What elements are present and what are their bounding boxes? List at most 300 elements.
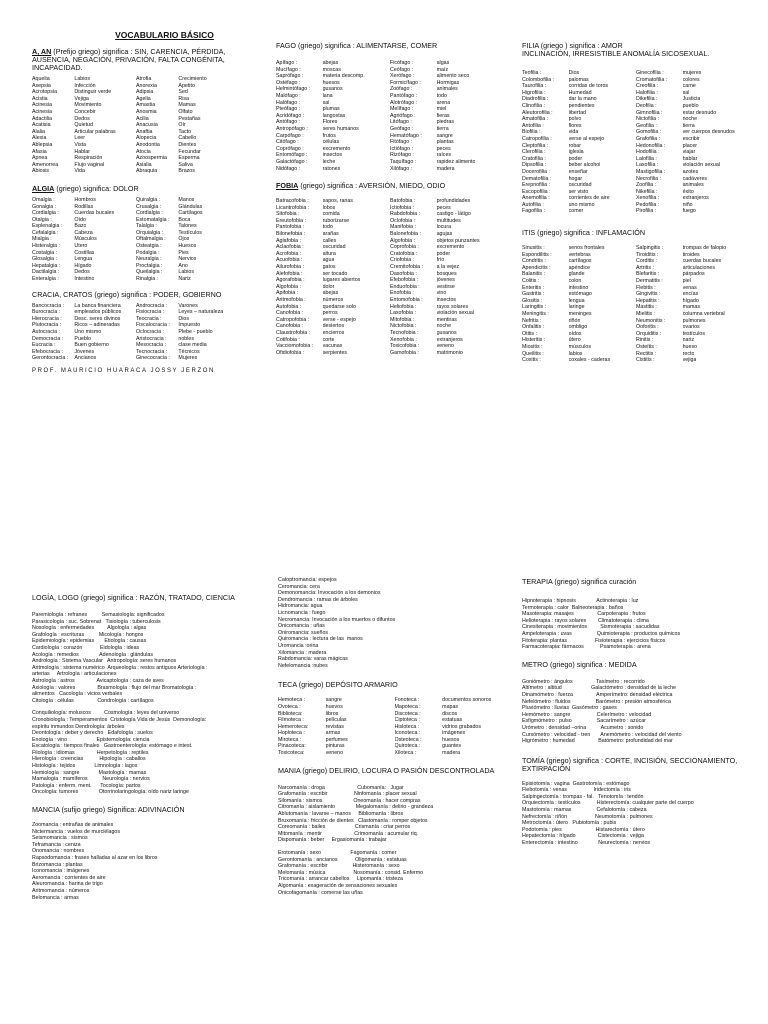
term: Balonefobia :: [390, 231, 421, 238]
term-entry: [32, 149, 133, 156]
term-entry: [636, 337, 747, 344]
term: Abraquia: [136, 168, 158, 175]
term: Agorafobia :: [276, 277, 305, 284]
term: Apnea: [32, 155, 48, 162]
term-meaning: uno mismo: [568, 201, 595, 208]
term-entry: [136, 309, 237, 316]
term-meaning: Movimiento: [74, 102, 102, 109]
term-entry: [276, 350, 387, 357]
term: Ofidiofobia :: [276, 349, 305, 356]
term-entry: [636, 103, 747, 110]
term-entry: [395, 737, 509, 744]
term: Enteralgia :: [32, 276, 59, 283]
term-meaning: corridas de toros: [568, 83, 609, 90]
term-entry: [276, 277, 387, 284]
list-item: Oncología: tumores Otorrinolaringología: oído nariz laringe: [32, 789, 189, 796]
term-meaning: ser visto: [568, 188, 589, 195]
list-mancia-continued: [278, 577, 508, 669]
term: Anodontia: [136, 141, 160, 148]
term: Fitófago :: [390, 139, 413, 146]
term-meaning: flores: [568, 122, 582, 129]
list-item: Erotomanía : sexo Fagomanía : comer: [278, 850, 397, 856]
term-meaning: Dios: [568, 70, 580, 76]
term-meaning: excremento: [322, 145, 351, 152]
term: Iconoteca :: [394, 730, 421, 737]
term: Ictiófago :: [390, 145, 413, 152]
term-entry: [636, 324, 747, 331]
term-meaning: Rodillas: [74, 203, 94, 210]
term-meaning: perfumes: [325, 736, 348, 743]
term-meaning: Sed: [178, 89, 188, 96]
term-entry: [390, 159, 501, 166]
term-meaning: iglesia: [568, 149, 584, 156]
term-meaning: Articular palabras: [74, 128, 116, 135]
section-desc-algia: (griego) significa: DOLOR: [54, 183, 139, 193]
term: Formicífago :: [390, 79, 421, 86]
term-entry: [136, 197, 237, 204]
term-meaning: Fecundar: [178, 148, 201, 155]
term-meaning: colon: [568, 278, 582, 285]
term-entry: [636, 271, 747, 278]
term: Cotifobia :: [276, 336, 300, 343]
term: Algofobia :: [276, 283, 302, 290]
term: Discoteca :: [394, 710, 421, 717]
term: Mitofobia :: [390, 316, 415, 323]
term: Rabdofobia :: [390, 211, 421, 218]
term-entry: [522, 77, 633, 84]
term: Vacciomofobia :: [276, 343, 314, 350]
term: Mapoteca :: [394, 703, 421, 710]
list-logia: [32, 612, 262, 796]
term-entry: [278, 697, 392, 704]
term-meaning: tiroides: [682, 251, 700, 258]
term-entry: [636, 202, 747, 209]
list-item: Ampeloterapia : uvas Quimioterapia : productos químicos: [522, 630, 681, 637]
term-entry: [636, 331, 747, 338]
term-entry: [522, 202, 633, 209]
term-meaning: guantes: [442, 743, 462, 750]
term-entry: [636, 90, 747, 97]
term-meaning: Dedos: [74, 115, 90, 122]
term: Xiloteca :: [394, 750, 417, 757]
term-meaning: Pestañas: [178, 115, 201, 122]
list-item: Mastotomía : mamas Cefalotomía : cabeza: [522, 807, 647, 814]
term-entry: [522, 123, 633, 130]
term-entry: [522, 182, 633, 189]
term-entry: [136, 217, 237, 224]
term: Fisiocracia :: [136, 309, 165, 316]
term: Democracia :: [32, 335, 64, 342]
term-entry: [522, 169, 633, 176]
term: Agiafobia :: [276, 237, 302, 244]
term-entry: [636, 136, 747, 143]
author-credit: PROF. MAURICIO HUARACA JOSSY JERZON: [32, 367, 215, 374]
term-meaning: ombligo: [568, 324, 588, 331]
term-entry: [522, 337, 633, 344]
term: Grafofilia :: [636, 135, 661, 142]
term-meaning: riñón: [568, 317, 581, 324]
section-terapia-metro-tomia: [522, 578, 754, 847]
term-entry: [390, 139, 501, 146]
term: Algofobia :: [390, 237, 416, 244]
term-meaning: tierra: [436, 125, 449, 132]
term: Osteoteca :: [394, 736, 422, 743]
term-entry: [276, 205, 387, 212]
term-entry: [276, 73, 387, 80]
term-meaning: lengua: [568, 297, 585, 304]
term: Teofilia :: [522, 70, 542, 76]
term-meaning: plantas: [436, 139, 454, 146]
term-meaning: Impuesto: [178, 322, 201, 329]
term-meaning: clase media: [178, 342, 207, 349]
term-entry: [32, 135, 133, 142]
term-entry: [136, 83, 237, 90]
term-entry: [276, 67, 387, 74]
term-meaning: comida: [322, 211, 340, 218]
term-meaning: útero: [568, 337, 581, 344]
term-entry: [390, 93, 501, 100]
term-entry: [32, 168, 133, 175]
term: Hedonofilia :: [636, 142, 666, 149]
term-meaning: Vista: [74, 141, 87, 148]
term: Antropófago :: [276, 125, 308, 132]
term-meaning: hueso: [682, 343, 698, 350]
term-meaning: jóvenes: [436, 277, 455, 284]
term-meaning: gatos: [322, 264, 336, 271]
term-entry: [395, 697, 509, 704]
list-item: Cursómetro : velocidad - tren Anemómetro : velocidad del viento: [522, 731, 682, 738]
term-entry: [390, 277, 501, 284]
term-meaning: Testículos: [178, 229, 202, 236]
term-meaning: hablar: [682, 155, 698, 162]
term-entry: [136, 355, 237, 362]
term-entry: [522, 324, 633, 331]
term-entry: [522, 331, 633, 338]
term: Estomatalgia :: [136, 216, 170, 223]
term-entry: [390, 152, 501, 159]
term: Nictofobia :: [390, 323, 417, 330]
term-meaning: Lengua: [74, 256, 93, 263]
term: Alexia: [32, 135, 47, 142]
term-meaning: Cabello: [178, 135, 197, 142]
term: Aleutorofilia :: [522, 109, 553, 116]
term-entry: [278, 730, 392, 737]
term-meaning: Humedad: [568, 89, 592, 96]
term-meaning: Dios: [178, 315, 190, 322]
term: Hematófago :: [390, 132, 422, 139]
term-meaning: armas: [325, 730, 341, 737]
term: Galactófago :: [276, 158, 308, 165]
term: Gingivitis :: [636, 291, 661, 298]
term-entry: [390, 211, 501, 218]
list-item: Epidemiología : epidemias Etiología : causas: [32, 638, 147, 645]
term-meaning: agujas: [436, 231, 453, 238]
term: Acistia: [32, 95, 48, 102]
term: Catropofobia :: [276, 316, 310, 323]
list-item: Masoterapia: masajes Carpoterapia : frutos: [522, 611, 646, 618]
term-meaning: quedarse solo: [322, 303, 356, 310]
term-meaning: estómago: [568, 291, 592, 298]
term-entry: [136, 204, 237, 211]
term-entry: [136, 250, 237, 257]
list-item: Grafomanía : escribir Ninfomanía : placer sexual: [278, 791, 417, 798]
term: Flebitis :: [636, 284, 656, 291]
term-entry: [636, 304, 747, 311]
term: Halofilia :: [636, 89, 658, 96]
term-entry: [390, 264, 501, 271]
term: Geófago :: [390, 125, 414, 132]
term-entry: [276, 323, 387, 330]
term: Deofilia :: [636, 102, 657, 109]
term-entry: [636, 344, 747, 351]
term-entry: [32, 96, 133, 103]
term: Rinitis :: [636, 337, 654, 344]
term-meaning: madera: [442, 750, 461, 757]
term: Filmoteca :: [278, 717, 304, 724]
term-meaning: Pies: [178, 249, 189, 256]
list-item: Aeromancia : corrientes de aire: [32, 874, 106, 881]
term: Bancocracia :: [32, 302, 65, 309]
term-entry: [636, 143, 747, 150]
term-meaning: pinturas: [325, 743, 345, 750]
list-item: Nictermancia : vuelos de murciélagos: [32, 828, 121, 835]
term-entry: [395, 717, 509, 724]
term-meaning: a la vejez: [436, 264, 459, 271]
term-entry: [276, 211, 387, 218]
term-meaning: Músculos: [74, 236, 97, 243]
term-entry: [136, 109, 237, 116]
term-entry: [278, 724, 392, 731]
list-item: espíritu inmundos Dendrología: árboles: [32, 723, 125, 730]
term-entry: [136, 349, 237, 356]
term-entry: [32, 129, 133, 136]
term-meaning: vida: [568, 129, 579, 136]
term: Clinofilia :: [522, 102, 545, 109]
term-meaning: Varones: [178, 302, 198, 309]
term-entry: [390, 304, 501, 311]
term-meaning: excremento: [436, 244, 465, 251]
term: Apendicitis :: [522, 264, 551, 271]
term: Apifobia :: [276, 290, 299, 297]
term: Ginecofilia :: [636, 70, 664, 76]
term-entry: [32, 336, 133, 343]
term-entry: [636, 96, 747, 103]
term-entry: [32, 269, 133, 276]
term-meaning: Quietud: [74, 122, 93, 129]
term: Aquelia: [32, 76, 50, 82]
term-meaning: todo: [322, 224, 333, 231]
list-item: Dendromancia : ramas de árboles: [278, 596, 358, 603]
term-entry: [636, 129, 747, 136]
term-meaning: Flores: [322, 119, 338, 126]
term: Nictofilia :: [636, 116, 659, 123]
list-item: Filología : idiomas Herpetología : reptiles: [32, 749, 149, 756]
term: Halófago :: [276, 99, 301, 106]
term-entry: [278, 711, 392, 718]
list-item: Nefelomancia :nubes: [278, 662, 328, 669]
term-meaning: verse al espejo: [568, 135, 605, 142]
section-teca-mania: [278, 577, 508, 896]
term-meaning: calles: [322, 237, 337, 244]
term-entry: [136, 329, 237, 336]
section-title-an: [32, 48, 237, 72]
term-entry: [276, 166, 387, 173]
list-item: Flebotomía : venas Iridectomía : iris: [522, 787, 631, 794]
term: Condritis :: [522, 258, 546, 265]
term: Docerofilia :: [522, 168, 550, 175]
term: Hodofilia :: [636, 149, 660, 156]
term-meaning: Boca: [178, 216, 191, 223]
term: Heliofobia :: [390, 303, 417, 310]
term-entry: [32, 223, 133, 230]
term: Glosalgia :: [32, 256, 58, 263]
term-entry: [136, 89, 237, 96]
term: Enduofobia :: [390, 283, 420, 290]
term-entry: [390, 231, 501, 238]
term: Ficófago :: [390, 60, 414, 66]
term: Acrotopsia: [32, 89, 58, 96]
term-entry: [390, 119, 501, 126]
term: Cistitis :: [636, 357, 655, 364]
term-entry: [136, 155, 237, 162]
term: Dematofilia :: [522, 175, 552, 182]
term: Erepnofilia :: [522, 182, 550, 189]
term: Ereutofobia :: [276, 217, 307, 224]
section-title-logia: LOGÍA, LOGO (griego) significa : RAZÓN, TRATADO, CIENCIA: [32, 593, 235, 602]
term: Ovoteca :: [278, 703, 301, 710]
term-entry: [522, 143, 633, 150]
term-entry: [136, 168, 237, 175]
section-desc-an: (Prefijo griego) significa : SIN, CARENCIA, PÉRDIDA, AUSENCIA, NEGACIÓN, PRIVACIÓN, FALTA CONGÉNITA, INCAPACIDAD.: [32, 47, 226, 72]
term: Escopofilia :: [522, 188, 551, 195]
term-entry: [390, 67, 501, 74]
term: Canofobia :: [276, 310, 304, 317]
term-entry: [390, 343, 501, 350]
term: Autofobia :: [276, 303, 302, 310]
term-entry: [522, 70, 633, 77]
term: Androcracia :: [136, 302, 168, 309]
list-item: Ablutomanía : lavarse – manos Bibliomanía : libros: [278, 811, 404, 818]
term-meaning: Oído: [74, 216, 86, 223]
term: Alopecia: [136, 135, 157, 142]
term-meaning: dolor: [322, 283, 335, 290]
term-entry: [136, 149, 237, 156]
term-entry: [276, 330, 387, 337]
section-term-fobia: FOBIA: [276, 181, 299, 191]
list-item: Rabdomancia: varas mágicas: [278, 656, 348, 663]
term: Anorexia: [136, 82, 157, 89]
term-entry: [636, 149, 747, 156]
term-meaning: libertad: [568, 109, 586, 116]
term-meaning: apéndice: [568, 264, 591, 271]
term: Dikefilia :: [636, 96, 658, 103]
term-meaning: Tacto: [178, 128, 192, 135]
term-meaning: Mamas: [178, 102, 196, 109]
term-meaning: Ancianos: [74, 355, 97, 362]
term: Rinalgia :: [136, 276, 159, 283]
term: Coprofobia :: [390, 244, 419, 251]
term-entry: [276, 224, 387, 231]
term-entry: [636, 285, 747, 292]
section-title-itis: ITIS (griego) significa : INFLAMACIÓN: [522, 228, 646, 238]
term-meaning: piel: [682, 278, 691, 285]
list-item: Zoomancia : entrañas de animales: [32, 822, 114, 829]
term-meaning: Útero: [74, 243, 88, 250]
term-entry: [276, 133, 387, 140]
term: Necrofilia :: [636, 175, 662, 182]
term: Catropofilia :: [522, 135, 552, 142]
term-entry: [390, 317, 501, 324]
term: Osteítis :: [636, 343, 657, 350]
term: Costalgia :: [32, 249, 58, 256]
term: Quiralgia :: [136, 196, 161, 203]
list-item: Termoterapia : calor Balneoterapia : baños: [522, 604, 624, 611]
term-meaning: objetos punzantes: [436, 237, 480, 244]
term-entry: [32, 204, 133, 211]
term: Biofilia :: [522, 129, 541, 136]
term: Artritis :: [636, 264, 654, 271]
term-meaning: Uno mismo: [74, 329, 102, 335]
term-entry: [390, 284, 501, 291]
term-entry: [522, 176, 633, 183]
term-meaning: Oír: [178, 122, 186, 129]
term-entry: [395, 724, 509, 731]
list-item: Episiotomía : vagina Gastrotomía : estómago: [522, 780, 630, 787]
list-item: Histología : tejidos Limnología : lagos: [32, 763, 138, 770]
term-entry: [136, 76, 237, 83]
term: Sitofobia :: [276, 211, 300, 218]
term-meaning: sal: [322, 99, 330, 106]
term-entry: [636, 318, 747, 325]
term: Gonalgia :: [32, 203, 57, 210]
term-entry: [278, 717, 392, 724]
term-entry: [636, 245, 747, 252]
term-entry: [522, 195, 633, 202]
term-entry: [276, 337, 387, 344]
term-entry: [32, 142, 133, 149]
term-meaning: escribir: [682, 135, 700, 142]
term-entry: [32, 83, 133, 90]
term: Laringitis :: [522, 304, 547, 311]
list-item: Farmacoterapia: fármacos Psamoterapia : arena: [522, 644, 651, 651]
term: Corditis :: [636, 258, 657, 265]
term-entry: [636, 208, 747, 215]
term: Mucífago :: [276, 66, 301, 73]
section-title-terapia: TERAPIA (griego) significa curación: [522, 577, 637, 586]
list-item: Pluviómetro : lluvias Gasómetro : gases: [522, 705, 617, 712]
term-entry: [136, 162, 237, 169]
term: Laxofilia :: [636, 162, 659, 169]
term-meaning: encierros: [322, 329, 345, 336]
term-entry: [32, 250, 133, 257]
term: Fiscalocracia :: [136, 322, 170, 329]
term-meaning: Vejiga: [74, 95, 89, 102]
term: Plutocracia :: [32, 322, 62, 329]
term: Creofilia :: [636, 83, 659, 90]
term-entry: [390, 166, 501, 173]
term-entry: [32, 122, 133, 129]
term: Anaftia: [136, 128, 153, 135]
term-entry: [32, 256, 133, 263]
list-item: Mitomanía : mentir Crimomanía : acumular riq.: [278, 830, 419, 837]
term-meaning: Distinguir verde: [74, 89, 112, 96]
term: Ictiofobia :: [390, 204, 415, 211]
term-meaning: gusanos: [436, 329, 457, 336]
term-entry: [390, 244, 501, 251]
term-entry: [636, 176, 747, 183]
term: Helmintófago :: [276, 86, 311, 93]
term-meaning: bosques: [436, 270, 457, 277]
